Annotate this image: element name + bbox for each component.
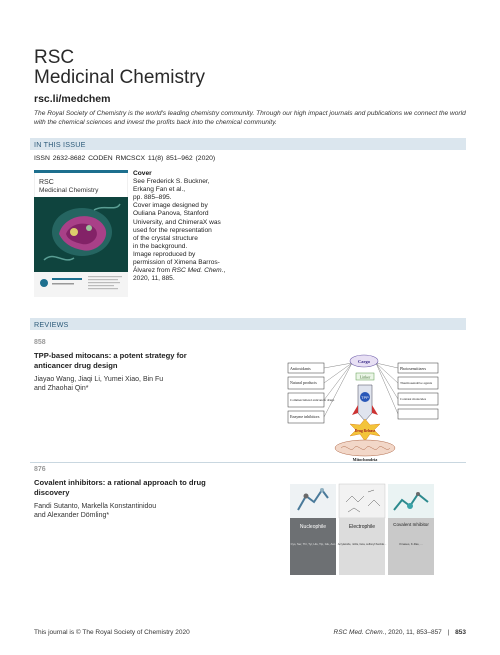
article-authors-line: Fandi Sutanto, Markella Konstantinidou <box>34 503 157 510</box>
graphic-label: Thermosensitive agents <box>400 381 433 385</box>
footer-page-number: 853 <box>455 629 466 636</box>
graphic-label: Antioxidants <box>290 366 311 371</box>
issn-line: ISSN 2632-8682 CODEN RMCSCX 11(8) 851–962 (2020) <box>34 155 216 162</box>
graphic-label: Contrast molecules <box>400 397 427 401</box>
cover-image[interactable] <box>34 170 128 297</box>
cover-caption-line: See Frederick S. Buckner, <box>133 178 210 186</box>
cover-caption-line: used for the representation <box>133 226 212 234</box>
article-authors-line: and Zhaohai Qin* <box>34 384 89 392</box>
graphic-col-body: Cys, Ser, Thr, Tyr, His, Trp, Glu, Asn <box>290 542 336 546</box>
article-title-link[interactable] <box>34 478 234 497</box>
graphic-col-body: Kinases, K-Ras, ... <box>399 542 423 546</box>
article-authors <box>34 376 234 394</box>
graphic-burst: Drug Release <box>354 429 376 433</box>
footer-copyright: This journal is © The Royal Society of Chemistry 2020 <box>34 629 190 636</box>
footer-volume: , 2020, 11, 853–857 <box>384 629 442 636</box>
article-authors-line: and Alexander Dömling* <box>34 511 110 519</box>
cover-mini-title: Medicinal Chemistry <box>39 187 99 194</box>
reviews-bar <box>30 318 466 330</box>
footer-separator: | <box>447 629 450 636</box>
cover-caption-line: Cover image designed by <box>133 202 208 210</box>
graphic-label: Photosensitizers <box>400 366 426 371</box>
article-title-link[interactable] <box>34 351 234 370</box>
cover-caption-line: permission of Ximena Barros- <box>133 259 220 267</box>
graphic-mito: Mitochondria <box>352 457 378 462</box>
cover-caption-line: Image reproduced by <box>133 250 196 258</box>
intro-paragraph: The Royal Society of Chemistry is the world's leading chemistry community. Through our high impact journals and publications we connect the world with the chemical sciences and invest the profits back into the chemical community. <box>34 110 466 126</box>
cover-caption-line: in the background. <box>133 242 188 250</box>
cover-caption-cite: RSC Med. Chem. <box>171 267 224 275</box>
graphic-linker: Linker <box>359 374 371 380</box>
graphic-col-title: Electrophile <box>348 524 376 530</box>
mitocans-graphic <box>286 353 440 465</box>
in-this-issue-bar <box>30 138 466 150</box>
article-title-line: discovery <box>34 487 70 497</box>
graphic-cargo: Cargo <box>358 359 370 364</box>
journal-title-line1: RSC <box>34 47 75 68</box>
cover-caption-title: Cover <box>133 170 152 177</box>
cover-caption-line: Erkang Fan et al., <box>133 186 186 194</box>
cover-caption-line: of the crystal structure <box>133 234 198 242</box>
cover-caption-punct: , <box>223 267 226 275</box>
graphic-tpp: TPP <box>361 396 369 400</box>
graphic-label: Enzyme inhibitors <box>290 414 320 419</box>
cover-mini-rsc: RSC <box>39 179 54 186</box>
cover-caption-line: pp. 885–895. <box>133 194 172 202</box>
cover-caption-line: 2020, 11, 885. <box>133 275 175 283</box>
article-divider <box>30 462 466 463</box>
footer-citation <box>334 629 466 636</box>
graphic-col-title: Covalent Inhibitor <box>393 522 429 527</box>
graphic-col-title: Nucleophile <box>299 524 327 530</box>
journal-title-line2: Medicinal Chemistry <box>34 67 206 88</box>
graphic-label: Natural products <box>290 380 317 385</box>
article-title-line: Covalent inhibitors: a rational approach to drug <box>34 478 206 487</box>
cover-caption-line: Ouliana Panova, Stanford <box>133 210 209 218</box>
cover-caption-line <box>133 267 251 275</box>
cover-caption-text: Álvarez from <box>133 267 172 275</box>
cover-caption <box>133 170 251 283</box>
article-page-number: 858 <box>34 339 46 346</box>
journal-title <box>34 48 205 88</box>
footer-journal-abbrev: RSC Med. Chem. <box>333 629 385 636</box>
graphic-label: Commercialized anticancer drugs <box>290 398 335 402</box>
article-authors-line: Jiayao Wang, Jiaqi Li, Yumei Xiao, Bin Fu <box>34 376 164 383</box>
article-authors <box>34 503 234 521</box>
cover-caption-line: University, and ChimeraX was <box>133 218 221 226</box>
reviews-heading: REVIEWS <box>34 319 69 329</box>
graphic-col-body: Acrylamide, nitrile, beta, sulfonyl fluoride... <box>337 543 387 546</box>
article-page-number: 876 <box>34 466 46 473</box>
article-title-line: TPP-based mitocans: a potent strategy for <box>34 351 187 360</box>
journal-url-link[interactable]: rsc.li/medchem <box>34 93 111 105</box>
in-this-issue-heading: IN THIS ISSUE <box>34 139 86 149</box>
covalent-graphic <box>288 482 436 577</box>
article-title-line: anticancer drug design <box>34 360 118 370</box>
